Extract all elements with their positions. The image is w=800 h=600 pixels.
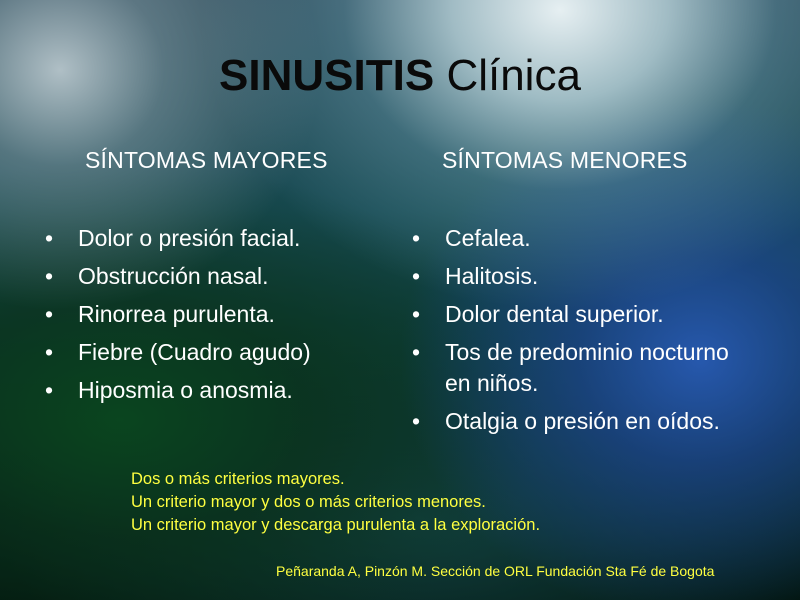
bullet-icon: • xyxy=(412,263,421,289)
criteria-line: Un criterio mayor y descarga purulenta a la exploración. xyxy=(131,516,541,534)
list-item-text: Hiposmia o anosmia. xyxy=(78,377,293,403)
source-reference: Peñaranda A, Pinzón M. Sección de ORL Fundación Sta Fé de Bogota xyxy=(276,563,715,579)
list-item-text: Tos de predominio nocturno en niños. xyxy=(445,339,729,396)
slide-title xyxy=(0,48,800,104)
list-item xyxy=(412,299,732,330)
criteria-line: Dos o más criterios mayores. xyxy=(131,470,345,488)
list-item xyxy=(412,337,732,399)
major-symptoms-list xyxy=(45,223,385,413)
diagnostic-criteria xyxy=(131,468,731,537)
bullet-icon: • xyxy=(45,339,54,365)
criteria-line: Un criterio mayor y dos o más criterios menores. xyxy=(131,493,486,511)
list-item xyxy=(412,406,732,437)
list-item-text: Obstrucción nasal. xyxy=(78,263,269,289)
minor-symptoms-list xyxy=(412,223,732,444)
slide-title-bold: SINUSITIS xyxy=(219,51,435,100)
list-item xyxy=(412,261,732,292)
list-item xyxy=(412,223,732,254)
list-item-text: Cefalea. xyxy=(445,225,531,251)
list-item xyxy=(45,299,385,330)
list-item-text: Dolor dental superior. xyxy=(445,301,664,327)
list-item xyxy=(45,375,385,406)
list-item xyxy=(45,223,385,254)
list-item-text: Dolor o presión facial. xyxy=(78,225,301,251)
bullet-icon: • xyxy=(412,408,421,434)
bullet-icon: • xyxy=(412,225,421,251)
list-item-text: Rinorrea purulenta. xyxy=(78,301,275,327)
bullet-icon: • xyxy=(45,377,54,403)
list-item-text: Otalgia o presión en oídos. xyxy=(445,408,720,434)
major-symptoms-heading: SÍNTOMAS MAYORES xyxy=(85,147,328,173)
minor-symptoms-heading: SÍNTOMAS MENORES xyxy=(442,147,688,173)
bullet-icon: • xyxy=(45,225,54,251)
list-item-text: Halitosis. xyxy=(445,263,539,289)
bullet-icon: • xyxy=(412,301,421,327)
list-item xyxy=(45,337,385,368)
bullet-icon: • xyxy=(45,301,54,327)
slide-title-light: Clínica xyxy=(446,51,581,100)
list-item xyxy=(45,261,385,292)
bullet-icon: • xyxy=(45,263,54,289)
bullet-icon: • xyxy=(412,339,421,365)
list-item-text: Fiebre (Cuadro agudo) xyxy=(78,339,311,365)
